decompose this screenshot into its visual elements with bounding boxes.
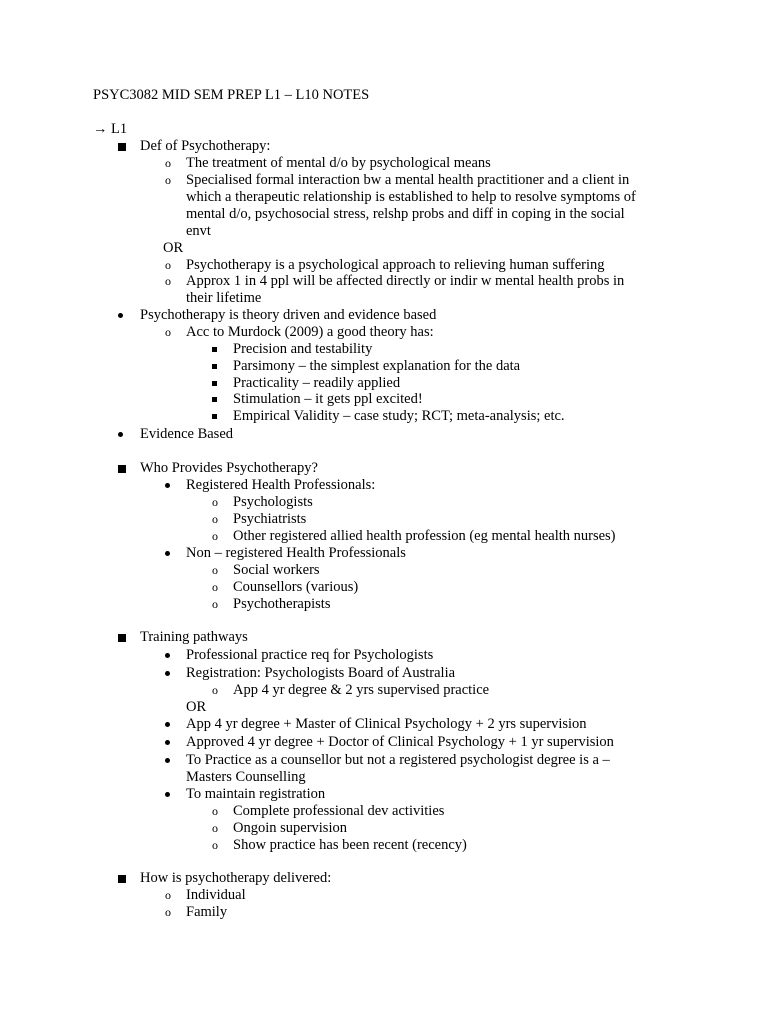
list-item: The treatment of mental d/o by psychological means bbox=[186, 155, 491, 171]
round-bullet-icon bbox=[165, 758, 170, 763]
list-item: Stimulation – it gets ppl excited! bbox=[233, 391, 423, 407]
list-item: Approved 4 yr degree + Doctor of Clinical Psychology + 1 yr supervision bbox=[186, 734, 614, 750]
list-item: Def of Psychotherapy: bbox=[140, 138, 271, 154]
arrow-icon: → bbox=[93, 121, 108, 137]
list-item: Acc to Murdock (2009) a good theory has: bbox=[186, 324, 434, 340]
list-item: To Practice as a counsellor but not a registered psychologist degree is a – bbox=[186, 752, 610, 768]
round-bullet-icon bbox=[165, 740, 170, 745]
list-item: Psychotherapy is a psychological approach to relieving human suffering bbox=[186, 257, 605, 273]
hollow-bullet-icon: o bbox=[212, 821, 218, 835]
or-separator: OR bbox=[163, 240, 184, 256]
round-bullet-icon bbox=[165, 483, 170, 488]
hollow-bullet-icon: o bbox=[165, 274, 171, 288]
hollow-bullet-icon: o bbox=[165, 258, 171, 272]
list-item: Professional practice req for Psychologists bbox=[186, 647, 434, 663]
list-item: Training pathways bbox=[140, 629, 248, 645]
square-bullet-icon bbox=[118, 634, 126, 642]
document-title: PSYC3082 MID SEM PREP L1 – L10 NOTES bbox=[93, 87, 370, 103]
list-item: Individual bbox=[186, 887, 246, 903]
list-item-continuation: their lifetime bbox=[186, 290, 262, 306]
list-item: Psychologists bbox=[233, 494, 313, 510]
small-square-bullet-icon bbox=[212, 397, 217, 402]
section-heading-l1: L1 bbox=[111, 121, 128, 137]
small-square-bullet-icon bbox=[212, 364, 217, 369]
list-item: Psychiatrists bbox=[233, 511, 307, 527]
square-bullet-icon bbox=[118, 875, 126, 883]
list-item: Complete professional dev activities bbox=[233, 803, 445, 819]
list-item: Specialised formal interaction bw a mental health practitioner and a client in bbox=[186, 172, 630, 188]
list-item: App 4 yr degree & 2 yrs supervised practice bbox=[233, 682, 490, 698]
small-square-bullet-icon bbox=[212, 414, 217, 419]
list-item: Parsimony – the simplest explanation for the data bbox=[233, 358, 521, 374]
round-bullet-icon bbox=[165, 792, 170, 797]
list-item-continuation: envt bbox=[186, 223, 211, 239]
hollow-bullet-icon: o bbox=[212, 683, 218, 697]
hollow-bullet-icon: o bbox=[212, 529, 218, 543]
list-item: Ongoin supervision bbox=[233, 820, 347, 836]
list-item-continuation: Masters Counselling bbox=[186, 769, 306, 785]
list-item: Non – registered Health Professionals bbox=[186, 545, 406, 561]
round-bullet-icon bbox=[165, 671, 170, 676]
small-square-bullet-icon bbox=[212, 381, 217, 386]
hollow-bullet-icon: o bbox=[165, 156, 171, 170]
hollow-bullet-icon: o bbox=[212, 563, 218, 577]
hollow-bullet-icon: o bbox=[212, 597, 218, 611]
hollow-bullet-icon: o bbox=[165, 173, 171, 187]
hollow-bullet-icon: o bbox=[165, 905, 171, 919]
list-item: Counsellors (various) bbox=[233, 579, 359, 595]
list-item: Evidence Based bbox=[140, 426, 234, 442]
hollow-bullet-icon: o bbox=[212, 804, 218, 818]
list-item: Approx 1 in 4 ppl will be affected directly or indir w mental health probs in bbox=[186, 273, 625, 289]
round-bullet-icon bbox=[118, 432, 123, 437]
hollow-bullet-icon: o bbox=[212, 838, 218, 852]
list-item: Show practice has been recent (recency) bbox=[233, 837, 467, 853]
round-bullet-icon bbox=[118, 313, 123, 318]
square-bullet-icon bbox=[118, 143, 126, 151]
square-bullet-icon bbox=[118, 465, 126, 473]
list-item: Who Provides Psychotherapy? bbox=[140, 460, 318, 476]
list-item-continuation: which a therapeutic relationship is established to help to resolve symptoms of bbox=[186, 189, 636, 205]
list-item: How is psychotherapy delivered: bbox=[140, 870, 332, 886]
list-item: Other registered allied health profession (eg mental health nurses) bbox=[233, 528, 616, 544]
hollow-bullet-icon: o bbox=[212, 495, 218, 509]
hollow-bullet-icon: o bbox=[165, 888, 171, 902]
list-item: Social workers bbox=[233, 562, 320, 578]
list-item: Registration: Psychologists Board of Australia bbox=[186, 665, 456, 681]
round-bullet-icon bbox=[165, 653, 170, 658]
list-item: Family bbox=[186, 904, 228, 920]
list-item: App 4 yr degree + Master of Clinical Psychology + 2 yrs supervision bbox=[186, 716, 587, 732]
list-item: Practicality – readily applied bbox=[233, 375, 401, 391]
list-item: Registered Health Professionals: bbox=[186, 477, 376, 493]
list-item: Precision and testability bbox=[233, 341, 373, 357]
small-square-bullet-icon bbox=[212, 347, 217, 352]
list-item: Psychotherapists bbox=[233, 596, 331, 612]
round-bullet-icon bbox=[165, 722, 170, 727]
list-item: To maintain registration bbox=[186, 786, 326, 802]
or-separator: OR bbox=[186, 699, 207, 715]
round-bullet-icon bbox=[165, 551, 170, 556]
list-item: Empirical Validity – case study; RCT; meta-analysis; etc. bbox=[233, 408, 565, 424]
hollow-bullet-icon: o bbox=[165, 325, 171, 339]
list-item: Psychotherapy is theory driven and evidence based bbox=[140, 307, 437, 323]
hollow-bullet-icon: o bbox=[212, 580, 218, 594]
hollow-bullet-icon: o bbox=[212, 512, 218, 526]
list-item-continuation: mental d/o, psychosocial stress, relshp probs and diff in coping in the social bbox=[186, 206, 625, 222]
